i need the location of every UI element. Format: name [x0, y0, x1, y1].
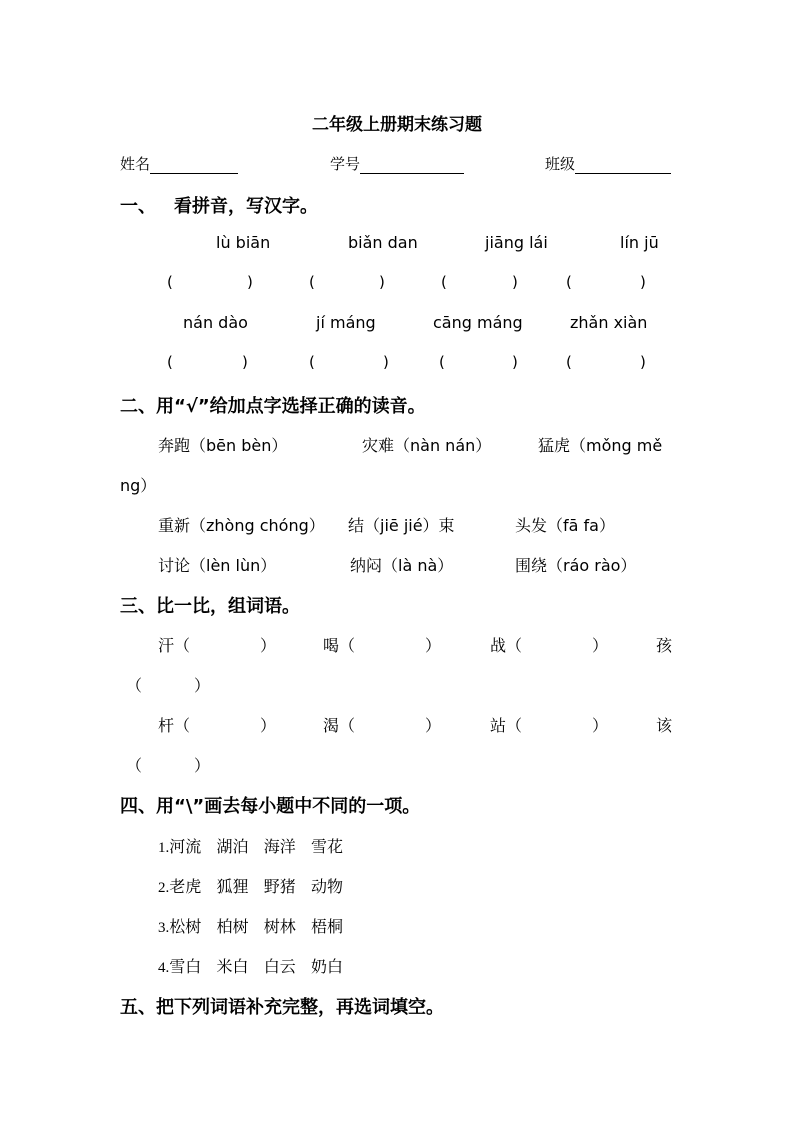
reading-choice[interactable]: 围绕（ráo rào） [515, 556, 637, 575]
answer-paren-open: ( [309, 353, 315, 371]
pinyin-item: jí máng [316, 313, 376, 332]
answer-paren-close: ) [640, 353, 646, 371]
odd-one-out-item [158, 914, 343, 937]
pinyin-item: cāng máng [433, 313, 523, 332]
section4-heading: 四、用“\”画去每小题中不同的一项。 [120, 796, 421, 817]
pinyin-item: jiāng lái [485, 233, 548, 252]
answer-paren-close: ) [383, 353, 389, 371]
word-paren-close: ） [194, 676, 211, 695]
word-char: 站（ [490, 716, 523, 735]
reading-choice[interactable]: 猛虎（mǒng mě [538, 436, 663, 455]
answer-paren-close: ) [247, 273, 253, 291]
word-paren-close: ） [592, 716, 609, 735]
reading-choice[interactable]: 纳闷（là nà） [350, 556, 454, 575]
item-number: 1. [158, 840, 170, 856]
word-paren-close: ） [260, 636, 277, 655]
reading-choice[interactable]: 重新（zhòng chóng） [158, 516, 325, 535]
reading-choice-wrap: ng） [120, 476, 157, 495]
pinyin-item: biǎn dan [348, 233, 418, 252]
class-blank[interactable] [575, 157, 671, 174]
word-paren-close: ） [194, 756, 211, 775]
reading-choice[interactable]: 结（jiē jié）束 [348, 516, 455, 535]
class-field[interactable] [545, 153, 671, 174]
answer-paren-open: ( [439, 353, 445, 371]
word-char: 汗（ [158, 636, 191, 655]
section1-heading: 一、 看拼音，写汉字。 [120, 196, 318, 217]
reading-choice[interactable]: 奔跑（bēn bèn） [158, 436, 288, 455]
answer-paren-open: ( [566, 273, 572, 291]
item-words[interactable]: 河流 湖泊 海洋 雪花 [169, 837, 344, 856]
name-blank[interactable] [150, 157, 238, 174]
word-char: 渴（ [323, 716, 356, 735]
odd-one-out-item [158, 874, 343, 897]
reading-choice[interactable]: 灾难（nàn nán） [362, 436, 492, 455]
word-char: 该 [656, 716, 673, 735]
answer-paren-close: ) [512, 273, 518, 291]
pinyin-item: nán dào [183, 313, 248, 332]
item-number: 4. [158, 960, 170, 976]
name-field[interactable] [120, 153, 238, 174]
answer-paren-open: ( [441, 273, 447, 291]
section2-heading: 二、用“√”给加点字选择正确的读音。 [120, 396, 426, 417]
word-char: 战（ [490, 636, 523, 655]
answer-paren-open: ( [566, 353, 572, 371]
answer-paren-close: ) [512, 353, 518, 371]
item-words[interactable]: 松树 柏树 树林 梧桐 [169, 917, 344, 936]
section3-heading: 三、比一比，组词语。 [120, 596, 300, 617]
item-words[interactable]: 雪白 米白 白云 奶白 [169, 957, 344, 976]
pinyin-item: zhǎn xiàn [570, 313, 648, 332]
item-number: 3. [158, 920, 170, 936]
word-char: 杆（ [158, 716, 191, 735]
answer-paren-open: ( [309, 273, 315, 291]
answer-paren-close: ) [242, 353, 248, 371]
reading-choice[interactable]: 头发（fā fa） [515, 516, 615, 535]
pinyin-item: lín jū [620, 233, 659, 252]
word-paren-close: ） [260, 716, 277, 735]
odd-one-out-item [158, 954, 343, 977]
reading-choice[interactable]: 讨论（lèn lùn） [158, 556, 277, 575]
word-paren-open: （ [126, 676, 143, 695]
student-id-label: 学号 [330, 155, 361, 173]
page-title: 二年级上册期末练习题 [312, 115, 482, 135]
student-id-blank[interactable] [360, 157, 464, 174]
section5-heading: 五、把下列词语补充完整，再选词填空。 [120, 997, 444, 1018]
class-label: 班级 [545, 155, 576, 173]
item-words[interactable]: 老虎 狐狸 野猪 动物 [169, 877, 344, 896]
student-id-field[interactable] [330, 153, 464, 174]
pinyin-item: lù biān [216, 233, 271, 252]
answer-paren-close: ) [640, 273, 646, 291]
word-paren-close: ） [592, 636, 609, 655]
word-paren-close: ） [425, 716, 442, 735]
name-label: 姓名 [120, 155, 151, 173]
word-char: 喝（ [323, 636, 356, 655]
answer-paren-close: ) [379, 273, 385, 291]
item-number: 2. [158, 880, 170, 896]
word-paren-close: ） [425, 636, 442, 655]
answer-paren-open: ( [167, 273, 173, 291]
odd-one-out-item [158, 834, 343, 857]
word-char: 孩 [656, 636, 673, 655]
answer-paren-open: ( [167, 353, 173, 371]
word-paren-open: （ [126, 756, 143, 775]
